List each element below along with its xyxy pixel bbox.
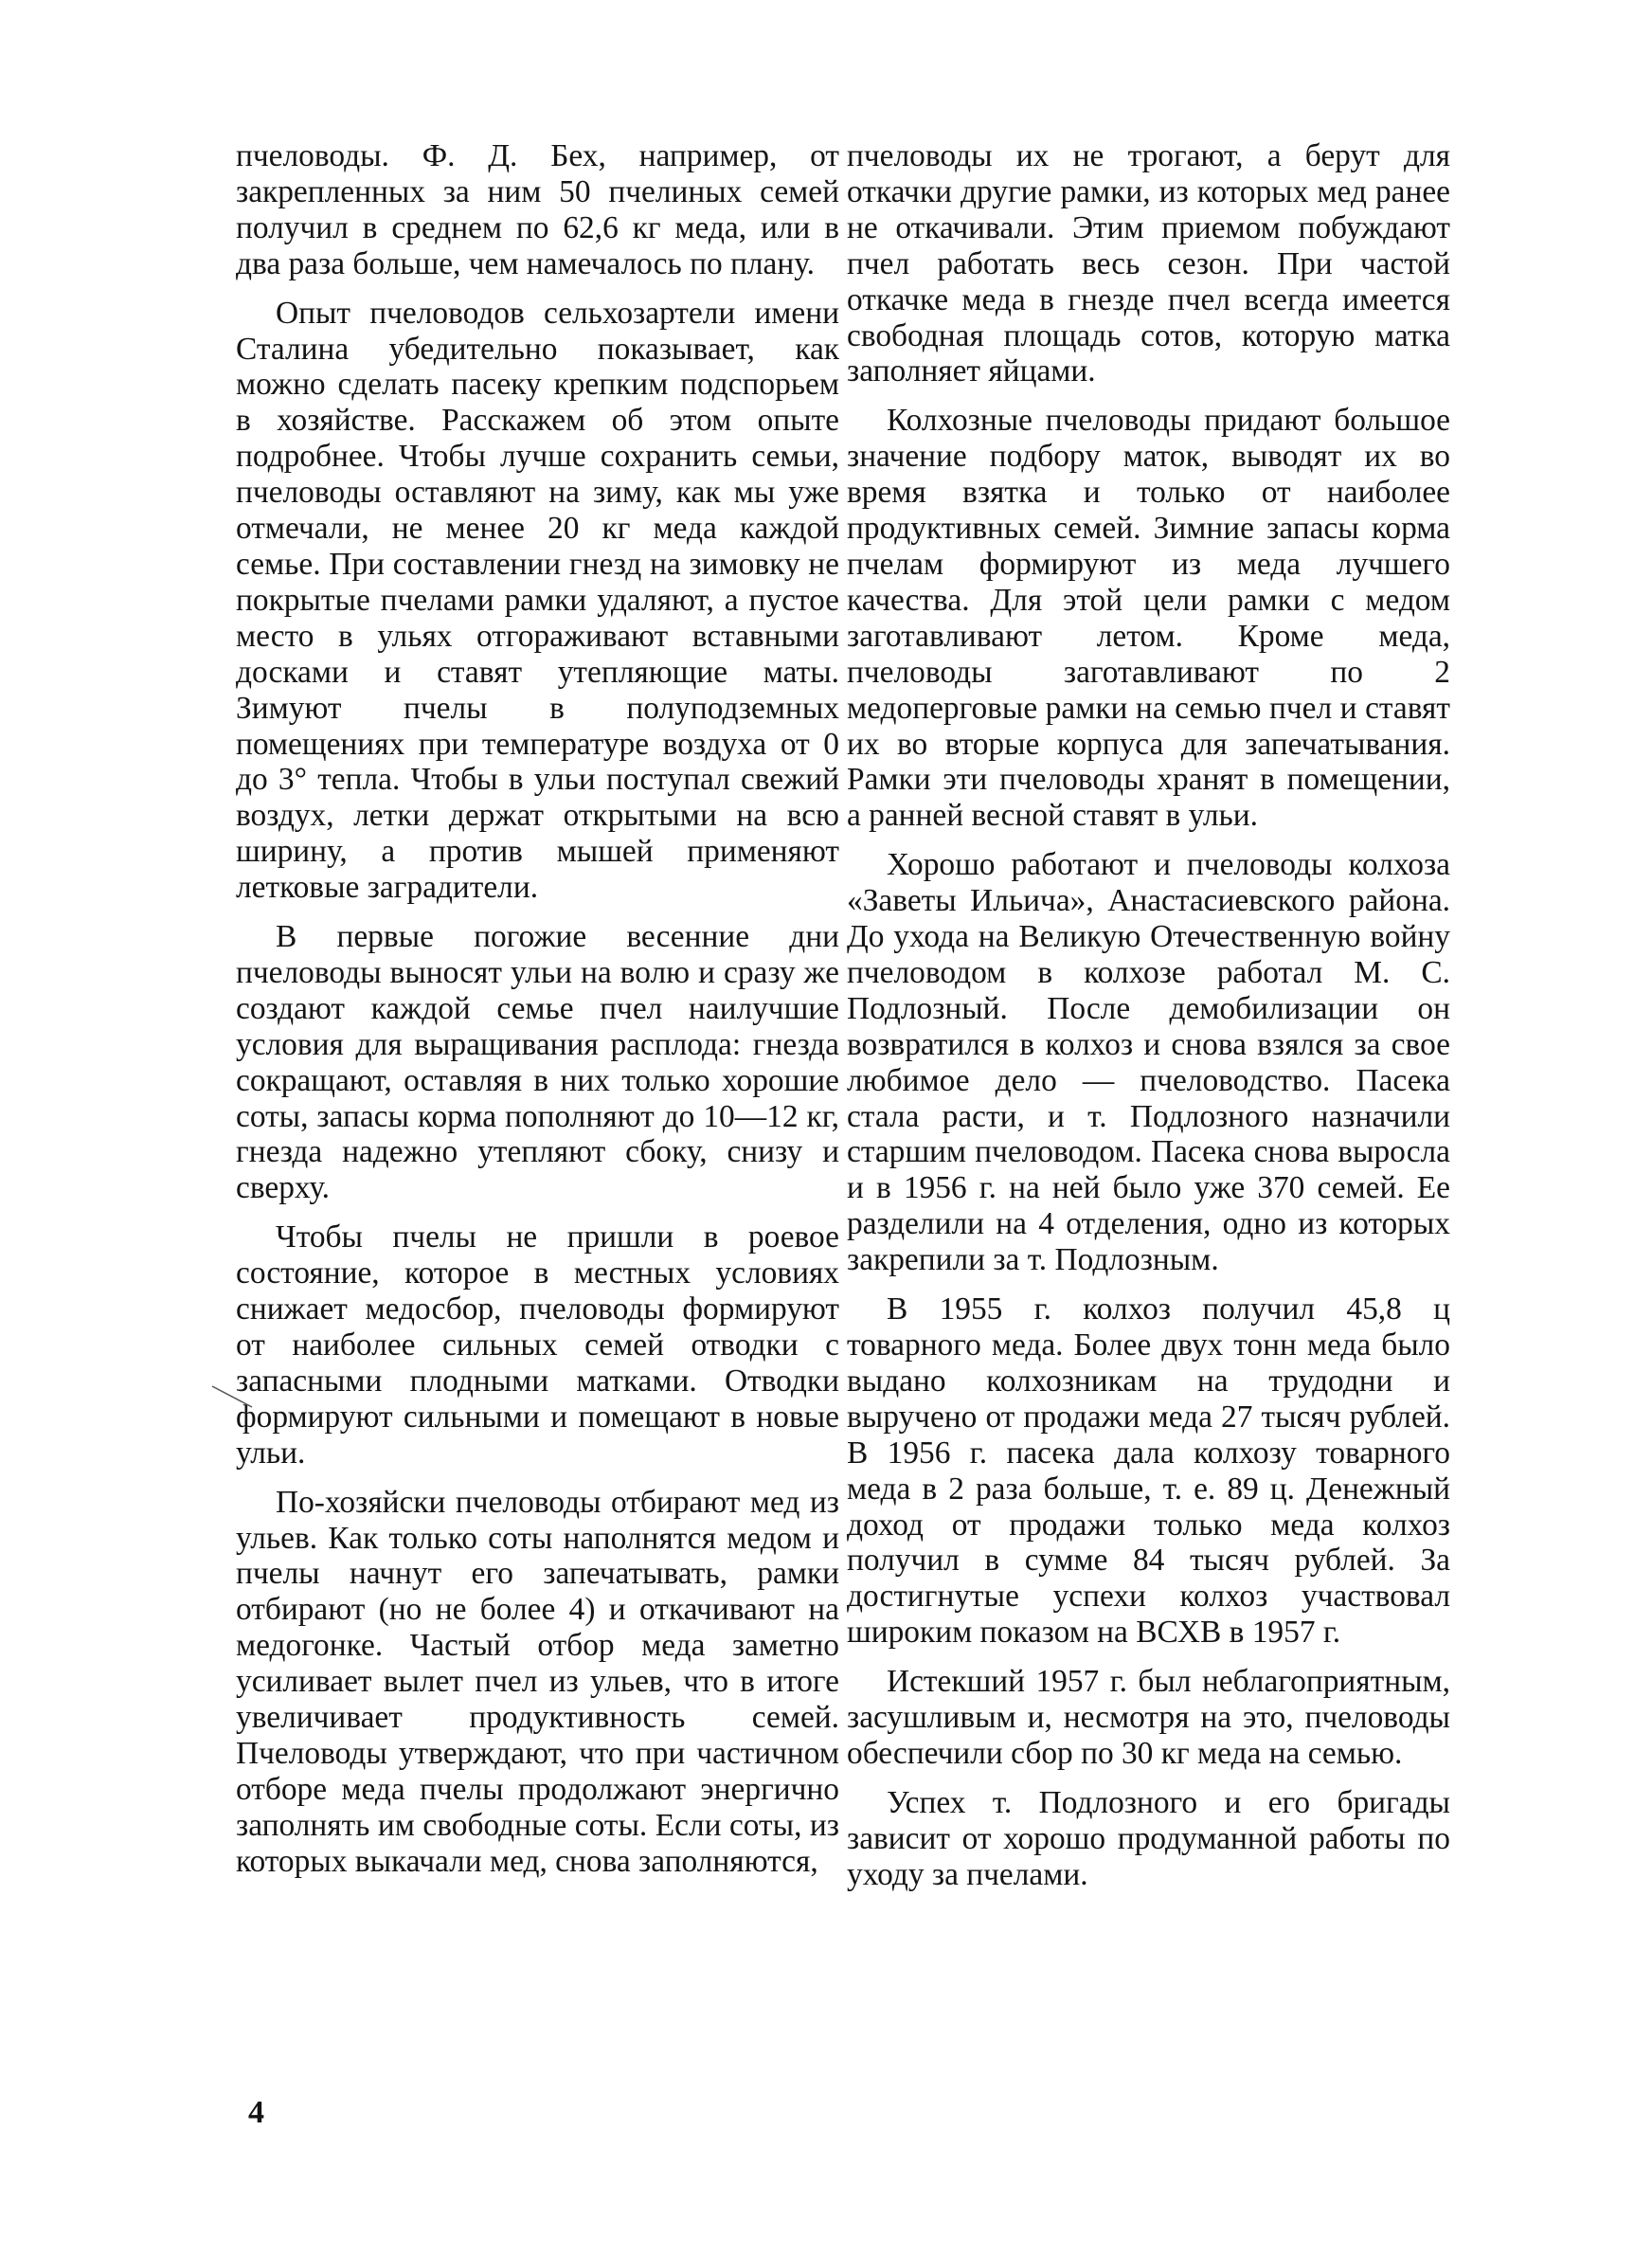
pencil-margin-mark [210, 1382, 256, 1411]
paragraph-right-1: пчеловоды их не трогают, а берут для откачки другие рамки, из которых мед ранее не откачивали. Этим приемом побуждают пчел работать весь сезон. При частой откачке меда в гнезде пчел всегда имеется свободная площадь сотов, которую матка заполняет яйцами. [847, 138, 1450, 389]
paragraph-right-6: Успех т. Подлозного и его бригады зависит от хорошо продуманной работы по уходу за пчелами. [847, 1784, 1450, 1892]
right-text-column [847, 138, 1450, 1906]
paragraph-right-3: Хорошо работают и пчеловоды колхоза «Заветы Ильича», Анастасиевского района. До ухода на Великую Отечественную войну пчеловодом в колхозе работал М. С. Подлозный. После демобилизации он возвратился в колхоз и снова взялся за свое любимое дело — пчеловодство. Пасека стала расти, и т. Подлозного назначили старшим пчеловодом. Пасека снова выросла и в 1956 г. на ней было уже 370 семей. Ее разделили на 4 отделения, одно из которых закрепили за т. Подлозным. [847, 847, 1450, 1278]
paragraph-right-5: Истекший 1957 г. был неблагоприятным, засушливым и, несмотря на это, пчеловоды обеспечили сбор по 30 кг меда на семью. [847, 1664, 1450, 1771]
page-number: 4 [248, 2095, 264, 2130]
paragraph-left-1: пчеловоды. Ф. Д. Бех, например, от закрепленных за ним 50 пчелиных семей получил в среднем по 62,6 кг меда, или в два раза больше, чем намечалось по плану. [236, 138, 839, 281]
paragraph-left-4: Чтобы пчелы не пришли в роевое состояние, которое в местных условиях снижает медосбор, пчеловоды формируют от наиболее сильных семей отводки с запасными плодными матками. Отводки формируют сильными и помещают в новые ульи. [236, 1219, 839, 1471]
paragraph-right-4: В 1955 г. колхоз получил 45,8 ц товарного меда. Более двух тонн меда было выдано колхозникам на трудодни и выручено от продажи меда 27 тысяч рублей. В 1956 г. пасека дала колхозу товарного меда в 2 раза больше, т. е. 89 ц. Денежный доход от продажи только меда колхоз получил в сумме 84 тысяч рублей. За достигнутые успехи колхоз участвовал широким показом на ВСХВ в 1957 г. [847, 1291, 1450, 1651]
paragraph-right-2: Колхозные пчеловоды придают большое значение подбору маток, выводят их во время взятка и только от наиболее продуктивных семей. Зимние запасы корма пчелам формируют из меда лучшего качества. Для этой цели рамки с медом заготавливают летом. Кроме меда, пчеловоды заготавливают по 2 медоперговые рамки на семью пчел и ставят их во вторые корпуса для запечатывания. Рамки эти пчеловоды хранят в помещении, а ранней весной ставят в ульи. [847, 403, 1450, 834]
paragraph-left-2: Опыт пчеловодов сельхозартели имени Сталина убедительно показывает, как можно сделать пасеку крепким подспорьем в хозяйстве. Расскажем об этом опыте подробнее. Чтобы лучше сохранить семьи, пчеловоды оставляют на зиму, как мы уже отмечали, не менее 20 кг меда каждой семье. При составлении гнезд на зимовку не покрытые пчелами рамки удаляют, а пустое место в ульях отгораживают вставными досками и ставят утепляющие маты. Зимуют пчелы в полуподземных помещениях при температуре воздуха от 0 до 3° тепла. Чтобы в ульи поступал свежий воздух, летки держат открытыми на всю ширину, а против мышей применяют летковые заградители. [236, 295, 839, 906]
left-text-column [236, 138, 839, 1893]
paragraph-left-3: В первые погожие весенние дни пчеловоды выносят ульи на волю и сразу же создают каждой семье пчел наилучшие условия для выращивания расплода: гнезда сокращают, оставляя в них только хорошие соты, запасы корма пополняют до 10—12 кг, гнезда надежно утепляют сбоку, снизу и сверху. [236, 919, 839, 1206]
paragraph-left-5: По-хозяйски пчеловоды отбирают мед из ульев. Как только соты наполнятся медом и пчелы начнут его запечатывать, рамки отбирают (но не более 4) и откачивают на медогонке. Частый отбор меда заметно усиливает вылет пчел из ульев, что в итоге увеличивает продуктивность семей. Пчеловоды утверждают, что при частичном отборе меда пчелы продолжают энергично заполнять им свободные соты. Если соты, из которых выкачали мед, снова заполняются, [236, 1484, 839, 1879]
